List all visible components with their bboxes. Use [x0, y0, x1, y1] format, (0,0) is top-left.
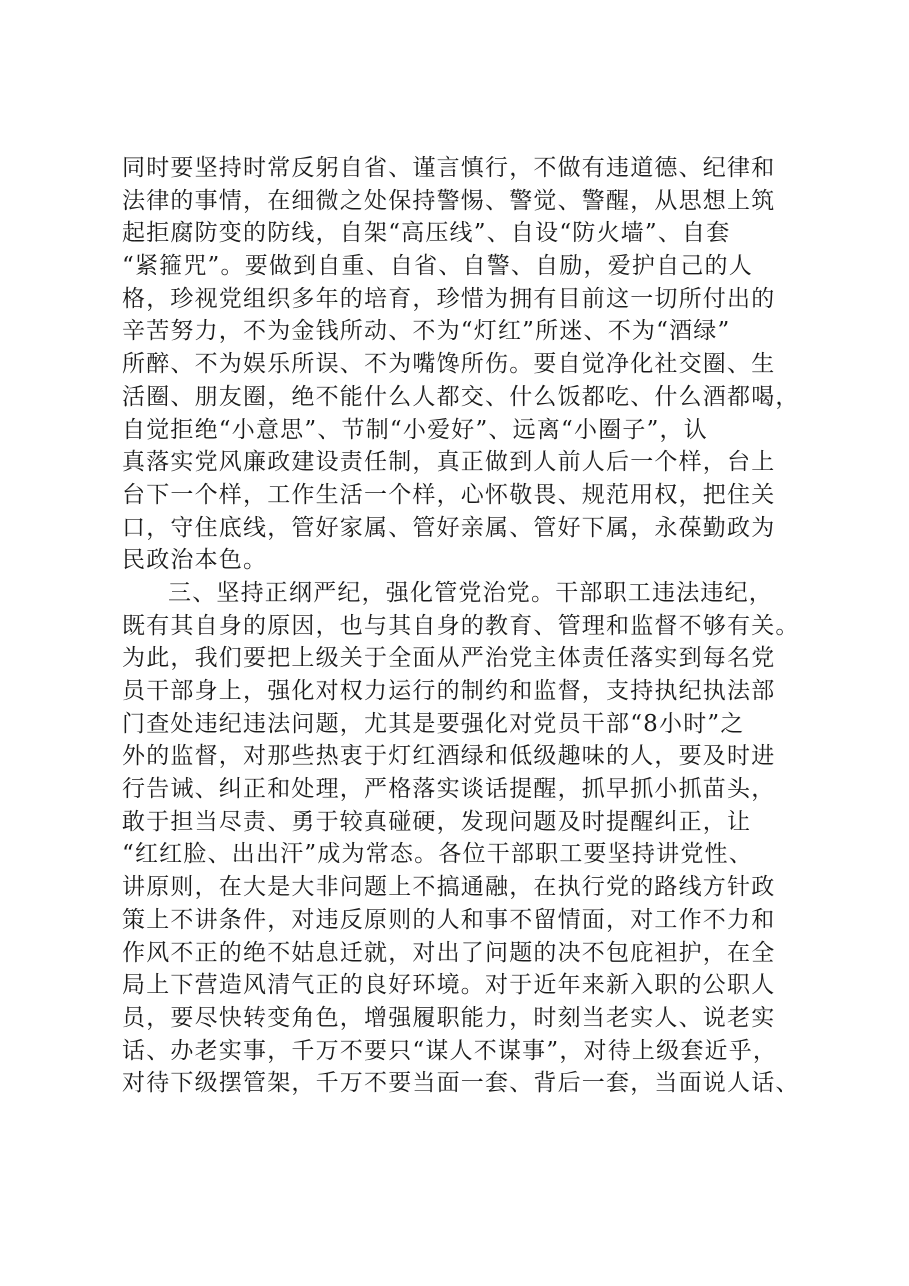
text-line: 民政治本色。	[122, 547, 268, 574]
text-line: 对待下级摆管架，千万不要当面一套、背后一套，当面说人话、	[122, 1070, 800, 1097]
document-body	[122, 152, 802, 1100]
text-line: 台下一个样，工作生活一个样，心怀敬畏、规范用权，把住关	[122, 481, 776, 508]
text-line: 局上下营造风清气正的良好环境。对于近年来新入职的公职人	[122, 972, 776, 999]
text-line: 起拒腐防变的防线，自架“高压线”、自设“防火墙”、自套	[122, 220, 731, 247]
text-line: 外的监督，对那些热衷于灯红酒绿和低级趣味的人，要及时进	[122, 743, 776, 770]
text-line: 所醉、不为娱乐所误、不为嘴馋所伤。要自觉净化社交圈、生	[122, 351, 776, 378]
text-line: “紧箍咒”。要做到自重、自省、自警、自励，爱护自己的人	[122, 253, 753, 280]
text-line: 话、办老实事，千万不要只“谋人不谋事”，对待上级套近乎，	[122, 1037, 778, 1064]
text-line: 法律的事情，在细微之处保持警惕、警觉、警醒，从思想上筑	[122, 187, 776, 214]
text-line: 员，要尽快转变角色，增强履职能力，时刻当老实人、说老实	[122, 1004, 776, 1031]
text-line: 同时要坚持时常反躬自省、谨言慎行，不做有违道德、纪律和	[122, 155, 776, 181]
text-line: 口，守住底线，管好家属、管好亲属、管好下属，永葆勤政为	[122, 514, 776, 541]
text-line: “红红脸、出出汗”成为常态。各位干部职工要坚持讲党性、	[122, 841, 753, 868]
text-line: 自觉拒绝“小意思”、节制“小爱好”、远离“小圈子”，认	[122, 416, 708, 443]
text-line: 作风不正的绝不姑息迁就，对出了问题的决不包庇袒护，在全	[122, 939, 776, 966]
text-line: 格，珍视党组织多年的培育，珍惜为拥有目前这一切所付出的	[122, 285, 776, 312]
text-line: 既有其自身的原因，也与其自身的教育、管理和监督不够有关。	[122, 612, 800, 639]
text-line: 辛苦努力，不为金钱所动、不为“灯红”所迷、不为“酒绿”	[122, 318, 731, 345]
text-line: 行告诫、纠正和处理，严格落实谈话提醒，抓早抓小抓苗头，	[122, 776, 776, 803]
text-line: 真落实党风廉政建设责任制，真正做到人前人后一个样，台上	[122, 449, 776, 476]
text-line: 讲原则，在大是大非问题上不搞通融，在执行党的路线方针政	[122, 874, 776, 901]
text-line: 门查处违纪违法问题，尤其是要强化对党员干部“8小时”之	[122, 710, 745, 737]
text-line: 策上不讲条件，对违反原则的人和事不留情面，对工作不力和	[122, 906, 776, 933]
text-line: 敢于担当尽责、勇于较真碰硬，发现问题及时提醒纠正，让	[122, 808, 752, 835]
text-line: 活圈、朋友圈，绝不能什么人都交、什么饭都吃、什么酒都喝，	[122, 383, 800, 410]
section-heading-line: 三、坚持正纲严纪，强化管党治党。干部职工违法违纪，	[168, 579, 773, 606]
text-line: 为此，我们要把上级关于全面从严治党主体责任落实到每名党	[122, 645, 776, 672]
text-line: 员干部身上，强化对权力运行的制约和监督，支持执纪执法部	[122, 678, 776, 704]
